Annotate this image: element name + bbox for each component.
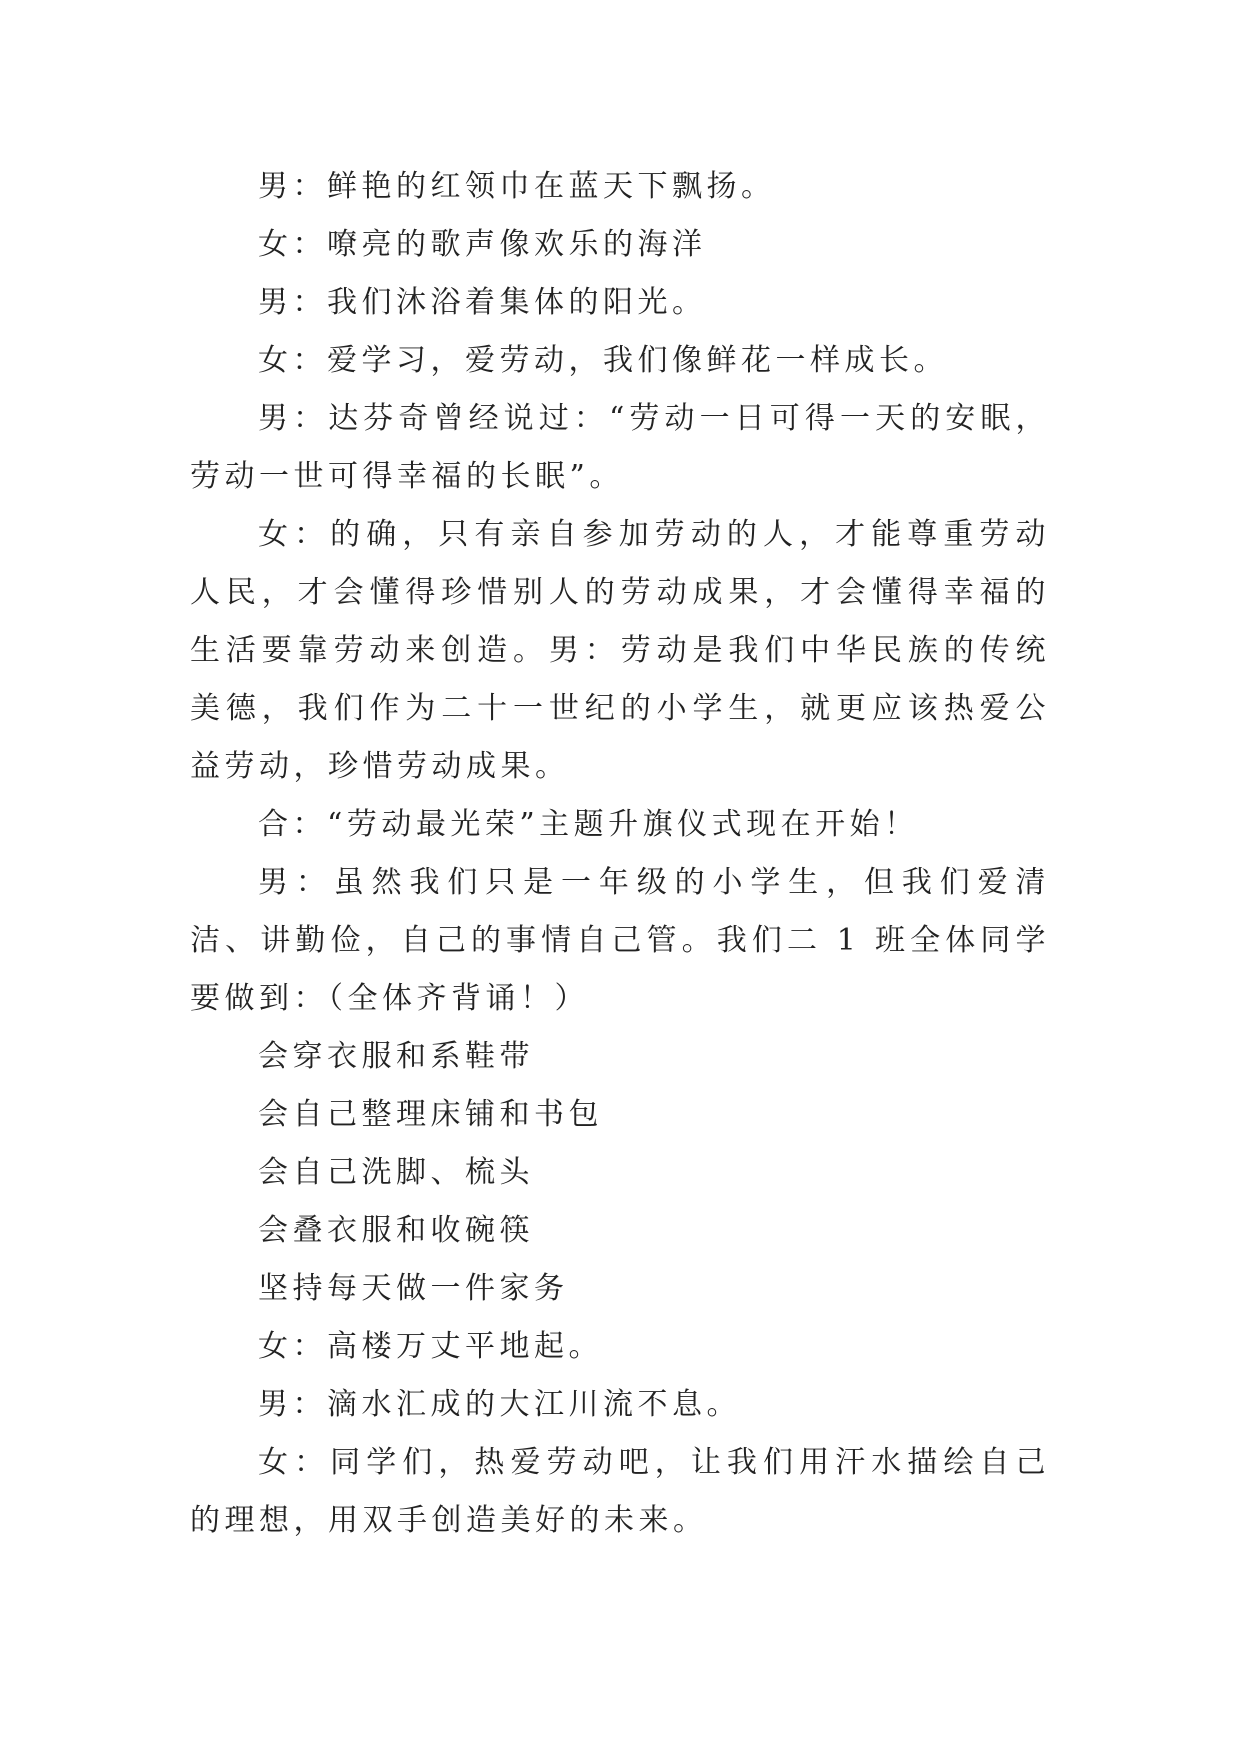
paragraph: 女：的确，只有亲自参加劳动的人，才能尊重劳动人民，才会懂得珍惜别人的劳动成果，才会懂得幸福的生活要靠劳动来创造。男：劳动是我们中华民族的传统美德，我们作为二十一世纪的小学生，就更应该热爱公益劳动，珍惜劳动成果。: [190, 517, 1050, 784]
paragraph: 女：嘹亮的歌声像欢乐的海洋: [258, 227, 707, 262]
paragraph: 男：虽然我们只是一年级的小学生，但我们爱清洁、讲勤俭，自己的事情自己管。我们二 1 班全体同学要做到：（全体齐背诵！）: [190, 865, 1050, 1016]
document-body: [190, 158, 1050, 1550]
paragraph: 男：滴水汇成的大江川流不息。: [258, 1387, 741, 1422]
paragraph: 会叠衣服和收碗筷: [258, 1213, 534, 1248]
paragraph: 会自己洗脚、梳头: [258, 1155, 534, 1190]
paragraph: 会穿衣服和系鞋带: [258, 1039, 534, 1074]
paragraph: 合：“劳动最光荣”主题升旗仪式现在开始！: [258, 807, 919, 842]
paragraph: 男：我们沐浴着集体的阳光。: [258, 285, 707, 320]
paragraph: 坚持每天做一件家务: [258, 1271, 569, 1306]
paragraph: 女：同学们，热爱劳动吧，让我们用汗水描绘自己的理想，用双手创造美好的未来。: [190, 1445, 1050, 1538]
paragraph: 女：高楼万丈平地起。: [258, 1329, 603, 1364]
paragraph: 女：爱学习，爱劳动，我们像鲜花一样成长。: [258, 343, 948, 378]
paragraph: 会自己整理床铺和书包: [258, 1097, 603, 1132]
paragraph: 男：鲜艳的红领巾在蓝天下飘扬。: [258, 169, 776, 204]
paragraph: 男：达芬奇曾经说过：“劳动一日可得一天的安眠，劳动一世可得幸福的长眠”。: [190, 401, 1050, 494]
